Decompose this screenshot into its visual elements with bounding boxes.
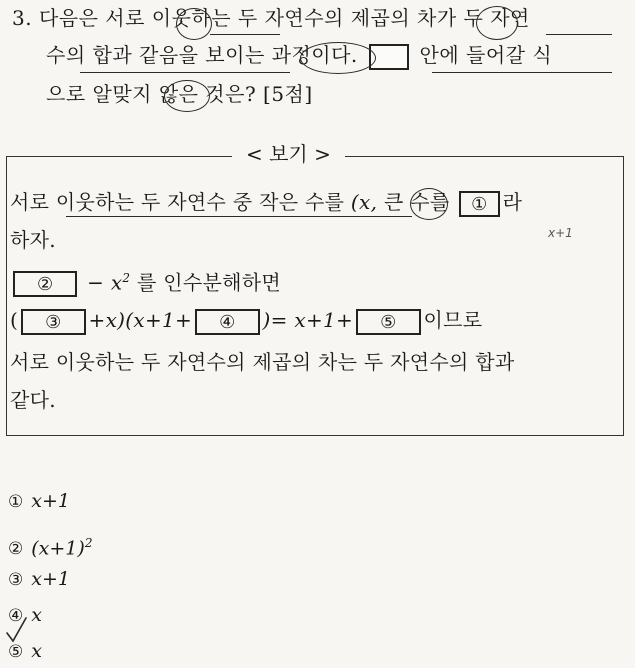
bogi-title: < 보기 >: [232, 140, 345, 168]
choice-2[interactable]: [8, 530, 92, 562]
choice-2-number: ②: [8, 539, 24, 560]
question-line-1: 3. 다음은 서로 이웃하는 두 자연수의 제곱의 차가 두 자연: [12, 6, 530, 30]
blank-box-1: ①: [459, 191, 499, 217]
bogi-line-4: [10, 306, 482, 335]
question-line-2-a: 수의 합과 같음을 보이는 과정이다.: [46, 43, 358, 67]
pen-underline-mark: [80, 72, 290, 73]
bogi-line-6: 같다.: [10, 388, 56, 412]
choice-3-text: x+1: [31, 568, 70, 590]
choice-4-text: x: [31, 604, 42, 626]
choice-3[interactable]: [8, 566, 70, 593]
bogi-line-1-a: 서로 이웃하는 두 자연수 중 작은 수를: [10, 190, 345, 214]
choice-5-text: x: [31, 640, 42, 662]
question-line-2: [46, 41, 552, 70]
choice-4[interactable]: [8, 602, 42, 629]
blank-box-icon: [369, 44, 409, 70]
pen-underline-mark: [432, 72, 612, 73]
blank-box-5: ⑤: [356, 309, 420, 335]
bogi-line-1-c: 라: [502, 190, 523, 214]
choice-1-text: x+1: [31, 490, 70, 512]
bogi-line-3-sup: 2: [122, 271, 131, 285]
choice-4-number: ④: [8, 606, 24, 626]
bogi-line-3-b: 를 인수분해하면: [137, 270, 282, 295]
bogi-line-4-c: 이므로: [423, 308, 483, 332]
bogi-line-1: [10, 188, 522, 217]
blank-box-3: ③: [21, 309, 85, 335]
choice-1[interactable]: [8, 488, 70, 515]
pen-underline-mark: [210, 34, 280, 35]
question-line-2-b: 안에 들어갈 식: [419, 43, 553, 67]
blank-box-4: ④: [195, 309, 259, 335]
bogi-line-3: [10, 264, 281, 297]
choice-5-number: ⑤: [8, 642, 24, 662]
bogi-var-x: (x,: [350, 190, 378, 214]
choice-2-text: (x+1): [31, 537, 85, 560]
bogi-line-1-b: 큰 수를: [383, 190, 450, 214]
choice-5[interactable]: [8, 638, 42, 665]
choice-2-sup: 2: [84, 536, 93, 550]
choice-1-number: ①: [8, 492, 24, 512]
blank-box-2: ②: [13, 271, 77, 297]
pen-underline-mark: [546, 34, 612, 35]
bogi-line-4-a: +x)(x+1+: [88, 308, 193, 332]
question-line-3: 으로 알맞지 않은 것은? [5점]: [46, 82, 313, 106]
bogi-line-4-b: )= x+1+: [262, 308, 354, 332]
bogi-line-3-a: − x: [87, 270, 123, 295]
pencil-note: x+1: [548, 226, 573, 240]
bogi-line-5: 서로 이웃하는 두 자연수의 제곱의 차는 두 자연수의 합과: [10, 350, 515, 374]
bogi-line-4-open: (: [10, 308, 19, 332]
bogi-line-2: 하자.: [10, 228, 56, 252]
choice-3-number: ③: [8, 570, 24, 590]
